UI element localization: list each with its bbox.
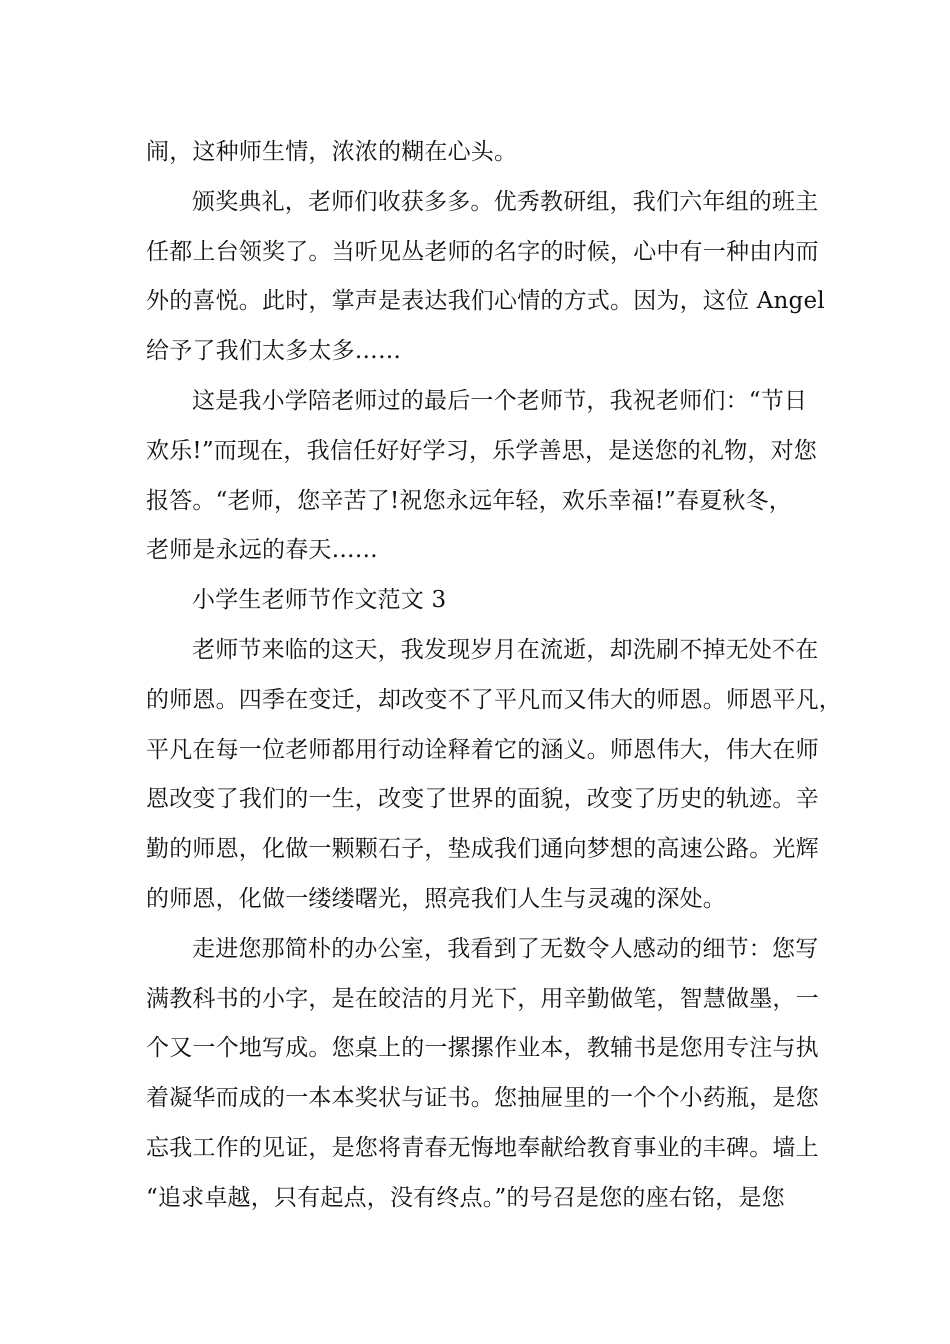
text-line: 的师恩，化做一缕缕曙光，照亮我们人生与灵魂的深处。 [146,885,726,912]
text-line: 闹，这种师生情，浓浓的糊在心头。 [146,139,518,165]
text-line: 勤的师恩，化做一颗颗石子，垫成我们通向梦想的高速公路。光辉 [146,836,819,863]
paragraph-teachers-kindness [146,626,842,925]
text-line: 老师是永远的春天…… [146,537,378,564]
text-line: “追求卓越，只有起点，没有终点。”的号召是您的座右铭，是您 [146,1184,785,1211]
paragraph-last-teachers-day [146,377,818,576]
paragraph-continuation [146,128,810,178]
section-heading [146,576,810,626]
paragraph-award-ceremony [146,178,825,377]
text-line: 外的喜悦。此时，掌声是表达我们心情的方式。因为，这位 Angel [146,288,825,315]
text-line: 满教科书的小字，是在皎洁的月光下，用辛勤做笔，智慧做墨，一 [146,985,819,1012]
text-line: 着凝华而成的一本本奖状与证书。您抽屉里的一个个小药瓶，是您 [146,1085,819,1112]
text-line: 颁奖典礼，老师们收获多多。优秀教研组，我们六年组的班主 [192,188,819,215]
text-line: 老师节来临的这天，我发现岁月在流逝，却洗刷不掉无处不在 [192,636,819,663]
text-line: 走进您那简朴的办公室，我看到了无数令人感动的细节：您写 [192,935,819,962]
text-line: 任都上台领奖了。当听见丛老师的名字的时候，心中有一种由内而 [146,238,819,265]
text-line: 忘我工作的见证，是您将青春无悔地奉献给教育事业的丰碑。墙上 [146,1134,819,1161]
text-line: 的师恩。四季在变迁，却改变不了平凡而又伟大的师恩。师恩平凡， [146,686,842,713]
text-line: 恩改变了我们的一生，改变了世界的面貌，改变了历史的轨迹。辛 [146,786,819,813]
text-line: 个又一个地写成。您桌上的一摞摞作业本，教辅书是您用专注与执 [146,1035,819,1062]
document-body [146,128,842,1224]
text-line: 给予了我们太多太多…… [146,338,402,365]
text-line: 欢乐!”而现在，我信任好好学习，乐学善思，是送您的礼物，对您 [146,437,818,464]
heading-line: 小学生老师节作文范文 3 [192,587,447,614]
paragraph-office [146,925,819,1224]
text-line: 这是我小学陪老师过的最后一个老师节，我祝老师们：“节日 [192,387,808,414]
text-line: 平凡在每一位老师都用行动诠释着它的涵义。师恩伟大，伟大在师 [146,736,819,763]
text-line: 报答。“老师，您辛苦了!祝您永远年轻，欢乐幸福!”春夏秋冬， [146,487,793,514]
